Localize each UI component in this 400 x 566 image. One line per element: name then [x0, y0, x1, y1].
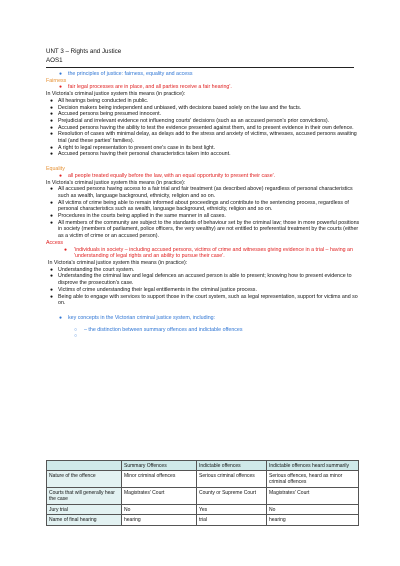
aos-title: AOS1: [46, 56, 63, 64]
table-cell: Serious offences, heard as minor criminal offences: [267, 471, 359, 488]
table-header-cell: Summary Offences: [122, 461, 197, 471]
table-cell: Magistrates' Court: [267, 488, 359, 505]
access-definition: ● 'individuals in society – including accused persons, victims of crime and witnesses giving evidence in a trial – having an 'understanding of legal rights and an ability to pursue their case'.: [64, 246, 353, 260]
list-item: ● Being able to engage with services to support those in the court system, such as legal representation, support for victims and so on.: [50, 293, 358, 307]
table-cell: Serious criminal offences: [197, 471, 267, 488]
table-cell: No: [122, 505, 197, 515]
fairness-definition: ● fair legal processes are in place, and all parties receive a fair hearing'.: [59, 84, 232, 91]
list-item: ● Prejudicial and irrelevant evidence not influencing courts' decisions (such as an accused person's prior convictions).: [50, 117, 330, 124]
notes-body: ● the principles of justice: fairness, equality and access Fairness ● fair legal processes are in place, and all parties receive a fair hearing'. In Victoria's criminal justice system this means (in practice): ● All hearings being conducted in public. ● Decision makers being independent and unbiased, with decisions based solely on the law and the facts. ● Accused persons being presumed innocent. ● Prejudicial and irrelevant evidence not influencing courts' decisions (such as an accused person's prior convictions). ● Accused persons having the ability to test the evidence presented against them, and to present evidence in their own defence. ● Resolution of cases with minimal delay, as delays add to the stress and anxiety of victims, witnesses, accused persons awaiting trial (and these parties' families). ● A right to legal representation to present one's case in its best light. ● Accused persons having their personal characteristics taken into account. Equality ● all people treated equally before the law, with an equal opportunity to present their case'. In Victoria's criminal justice system this means (in practice): ● All accused persons having access to a fair trial and fair treatment (as described above) regardless of personal characteristics such as wealth, language background, ethnicity, religion and so on. ● All victims of crime being able to remain informed about proceedings and contribute to the sentencing process, regardless of personal characteristics such as wealth, language background, ethnicity, religion and so on. ● Procedures in the courts being applied in the same manner in all cases. ● All members of the community are subject to the standards of behaviour set by the criminal law; those in more powerful positions in society (members of parliament, police officers, the very wealthy) are not entitled to preferential treatment by the courts (either as a victim of crime or an accused person). Access ● 'individuals in society – including accused persons, victims of crime and witnesses giving evidence in a trial – having an 'understanding of legal rights and an ability to pursue their case'. In Victoria's criminal justice system this means (in practice): ● Understanding the court system. ● Understanding the criminal law and legal defences an accused person is able to present; knowing how to present evidence to disprove the prosecution's case. ● Victims of crime understanding their legal entitlements in the criminal justice process. ● Being able to engage with services to support those in the court system, such as legal representation, support for victims and so on. ● key concepts in the Victorian criminal justice system, including: ○ – the distinction between summary offences and indictable offences ○: [46, 71, 362, 333]
list-item: ● All hearings being conducted in public.: [50, 97, 149, 104]
principles-intro: ● the principles of justice: fairness, equality and access: [59, 71, 193, 77]
table-header-cell: Indictable offences: [197, 461, 267, 471]
table-header-row: [47, 461, 359, 471]
document-header: [46, 48, 121, 65]
table-cell: Yes: [197, 505, 267, 515]
list-item: ● All members of the community are subject to the standards of behaviour set by the criminal law; those in more powerful positions in society (members of parliament, police officers, the very wealthy) are not entitled to preferential treatment by the courts (either as a victim of crime or an accused person).: [50, 219, 360, 240]
row-label: Nature of the offence: [47, 471, 122, 488]
table-cell: County or Supreme Court: [197, 488, 267, 505]
list-item: ● Procedures in the courts being applied in the same manner in all cases.: [50, 213, 226, 220]
table-row: [47, 488, 359, 505]
header-rule: [46, 67, 354, 68]
equality-definition: ● all people treated equally before the law, with an equal opportunity to present their case'.: [59, 172, 276, 179]
access-heading: Access: [46, 239, 64, 246]
list-item: ● All accused persons having access to a fair trial and fair treatment (as described above) regardless of personal characteristics such as wealth, language background, ethnicity, religion and so on.: [50, 186, 353, 199]
table-cell: Magistrates' Court: [122, 488, 197, 505]
equality-heading: Equality: [46, 166, 65, 173]
table-cell: hearing: [267, 515, 359, 525]
list-item: ● Resolution of cases with minimal delay, as delays add to the stress and anxiety of victims, witnesses, accused persons awaiting trial (and these parties' families).: [50, 131, 357, 145]
table-cell: hearing: [122, 515, 197, 525]
equality-lead: In Victoria's criminal justice system this means (in practice):: [46, 179, 186, 186]
row-label: Jury trial: [47, 505, 122, 515]
list-item: ● Accused persons having the ability to test the evidence presented against them, and to present evidence in their own defence.: [50, 124, 354, 131]
fairness-heading: Fairness: [46, 77, 67, 84]
table-row: [47, 505, 359, 515]
list-item: ● Decision makers being independent and unbiased, with decisions based solely on the law and the facts.: [50, 104, 302, 111]
row-label: Name of final hearing: [47, 515, 122, 525]
table-cell: Minor criminal offences: [122, 471, 197, 488]
offences-table: [46, 460, 359, 526]
list-item: ● Understanding the criminal law and legal defences an accused person is able to present; knowing how to present evidence to disprove the prosecution's case.: [50, 273, 352, 287]
fairness-lead: In Victoria's criminal justice system this means (in practice):: [46, 91, 186, 98]
table-cell: No: [267, 505, 359, 515]
list-item: ● Accused persons being presumed innocent.: [50, 111, 162, 118]
key-concepts-intro: ● key concepts in the Victorian criminal justice system, including:: [59, 314, 216, 321]
table-header-cell: Indictable offences heard summarily: [267, 461, 359, 471]
list-item: ● Victims of crime understanding their legal entitlements in the criminal justice process.: [50, 286, 257, 293]
unit-title: UNT 3 – Rights and Justice: [46, 48, 122, 55]
row-label: Courts that will generally hear the case: [47, 488, 122, 505]
table-cell: trial: [197, 515, 267, 525]
table-header-cell: [47, 461, 122, 471]
list-item: ● Understanding the court system.: [50, 266, 135, 273]
table-row: [47, 471, 359, 488]
key-concepts-sub: ○ – the distinction between summary offences and indictable offences: [74, 326, 243, 333]
access-lead: In Victoria's criminal justice system this means (in practice):: [48, 259, 188, 266]
list-item: ● Accused persons having their personal characteristics taken into account.: [50, 151, 231, 158]
list-item: ● A right to legal representation to present one's case in its best light.: [50, 144, 216, 151]
table-row: [47, 515, 359, 525]
list-item: ● All victims of crime being able to remain informed about proceedings and contribute to the sentencing process, regardless of personal characteristics such as wealth, language background, ethnicity, religion and so on.: [50, 199, 349, 213]
